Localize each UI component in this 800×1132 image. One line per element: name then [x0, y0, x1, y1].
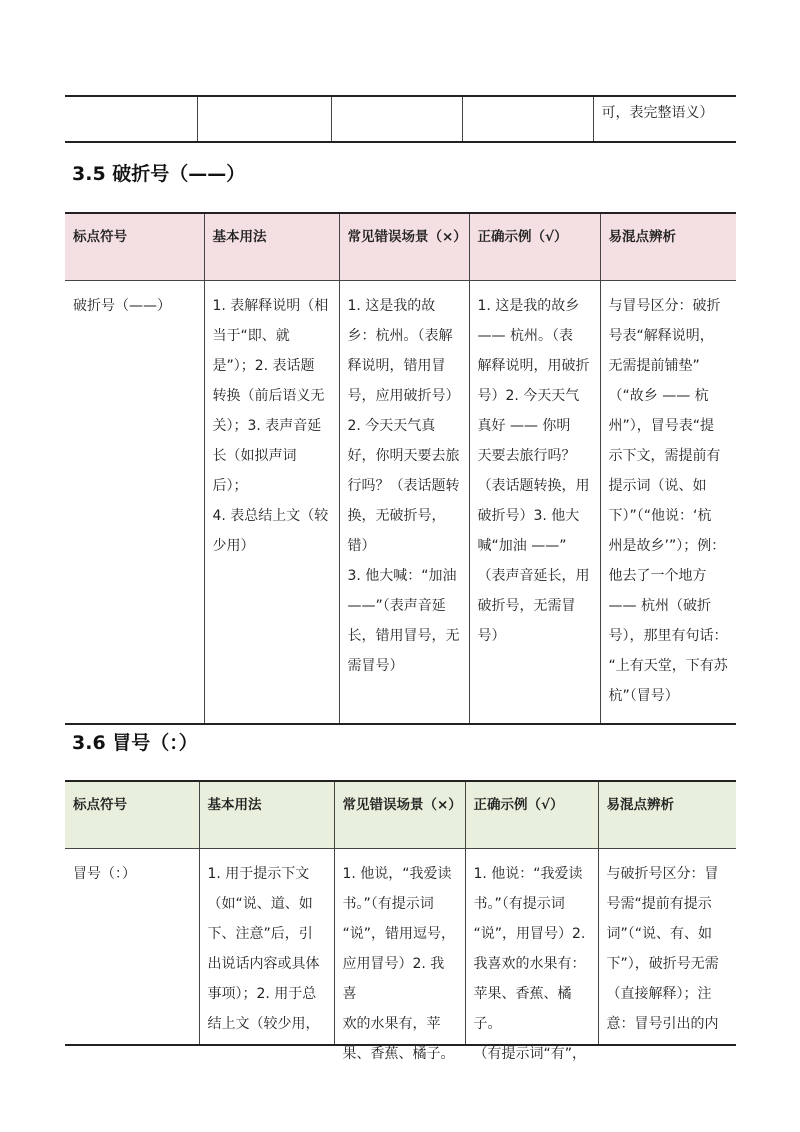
column-header: 易混点辨析 — [598, 781, 736, 849]
colon-punctuation-table — [65, 780, 736, 1062]
column-header: 基本用法 — [204, 213, 339, 281]
column-header: 常见错误场景（×） — [339, 213, 469, 281]
basic-usage-cell: 1. 用于提示下文 （如“说、道、如 下、注意”后，引 出说话内容或具体 事项）；2. 用于总 结上文（较少用， — [207, 866, 320, 1032]
punctuation-mark-cell: 破折号（——） — [73, 298, 171, 314]
table-header-row — [65, 781, 736, 849]
column-header: 标点符号 — [65, 781, 199, 849]
column-header: 正确示例（√） — [469, 213, 600, 281]
table-cell: 可，表完整语义） — [601, 105, 714, 121]
common-error-cell: 1. 这是我的故 乡：杭州。（表解 释说明，错用冒 号，应用破折号） 2. 今天天气真 好，你明天要去旅 行吗？（表话题转 换，无破折号，错） 3. 他大喊：“加油 ——”（表声音延 长，错用冒号，无 需冒号） — [347, 298, 460, 674]
section-heading-3-6: 3.6 冒号（：） — [72, 732, 198, 754]
column-header: 易混点辨析 — [600, 213, 736, 281]
column-header: 常见错误场景（×） — [334, 781, 465, 849]
column-header: 基本用法 — [199, 781, 334, 849]
table-row — [65, 96, 736, 142]
column-header: 标点符号 — [65, 213, 204, 281]
table-row — [65, 281, 736, 725]
section-heading-3-5: 3.5 破折号（——） — [72, 163, 246, 185]
column-header: 正确示例（√） — [465, 781, 598, 849]
confusion-analysis-cell: 与破折号区分：冒 号需“提前有提示 词”（“说、有、如 下”），破折号无需 （直接解释）；注 意：冒号引出的内 — [606, 866, 719, 1032]
correct-example-cell: 1. 他说：“我爱读 书。”（有提示词 “说”，用冒号）2. 我喜欢的水果有： 苹果、香蕉、橘子。 （有提示词“有”， — [473, 866, 587, 1062]
punctuation-mark-cell: 冒号（：） — [73, 866, 136, 882]
table-cell — [65, 97, 197, 98]
table-cell — [198, 97, 331, 98]
table-row — [65, 849, 736, 1046]
correct-example-cell: 1. 这是我的故乡 —— 杭州。（表 解释说明，用破折 号）2. 今天天气 真好 —— 你明 天要去旅行吗？ （表话题转换，用 破折号）3. 他大 喊“加油 ——” （表声音延长，用 破折号，无需冒 号） — [477, 298, 590, 644]
dash-punctuation-table — [65, 212, 736, 725]
common-error-cell: 1. 他说，“我爱读 书。”（有提示词 “说”，错用逗号， 应用冒号）2. 我喜 欢的水果有，苹 果、香蕉、橘子。 — [342, 866, 456, 1062]
confusion-analysis-cell: 与冒号区分：破折 号表“解释说明， 无需提前铺垫” （“故乡 —— 杭 州”），冒号表“提 示下文，需提前有 提示词（说、如 下）”（“他说：‘杭 州是故乡’”）；例： 他去了一个地方 —— 杭州（破折 号），那里有句话： “上有天堂，下有苏 杭”（冒号） — [608, 298, 728, 704]
table-cell — [463, 97, 593, 98]
basic-usage-cell: 1. 表解释说明（相 当于“即、就 是”）；2. 表话题 转换（前后语义无 关）；3. 表声音延 长（如拟声词后）； 4. 表总结上文（较 少用） — [212, 298, 329, 554]
continued-table — [65, 95, 736, 143]
table-cell — [332, 97, 462, 98]
table-header-row — [65, 213, 736, 281]
